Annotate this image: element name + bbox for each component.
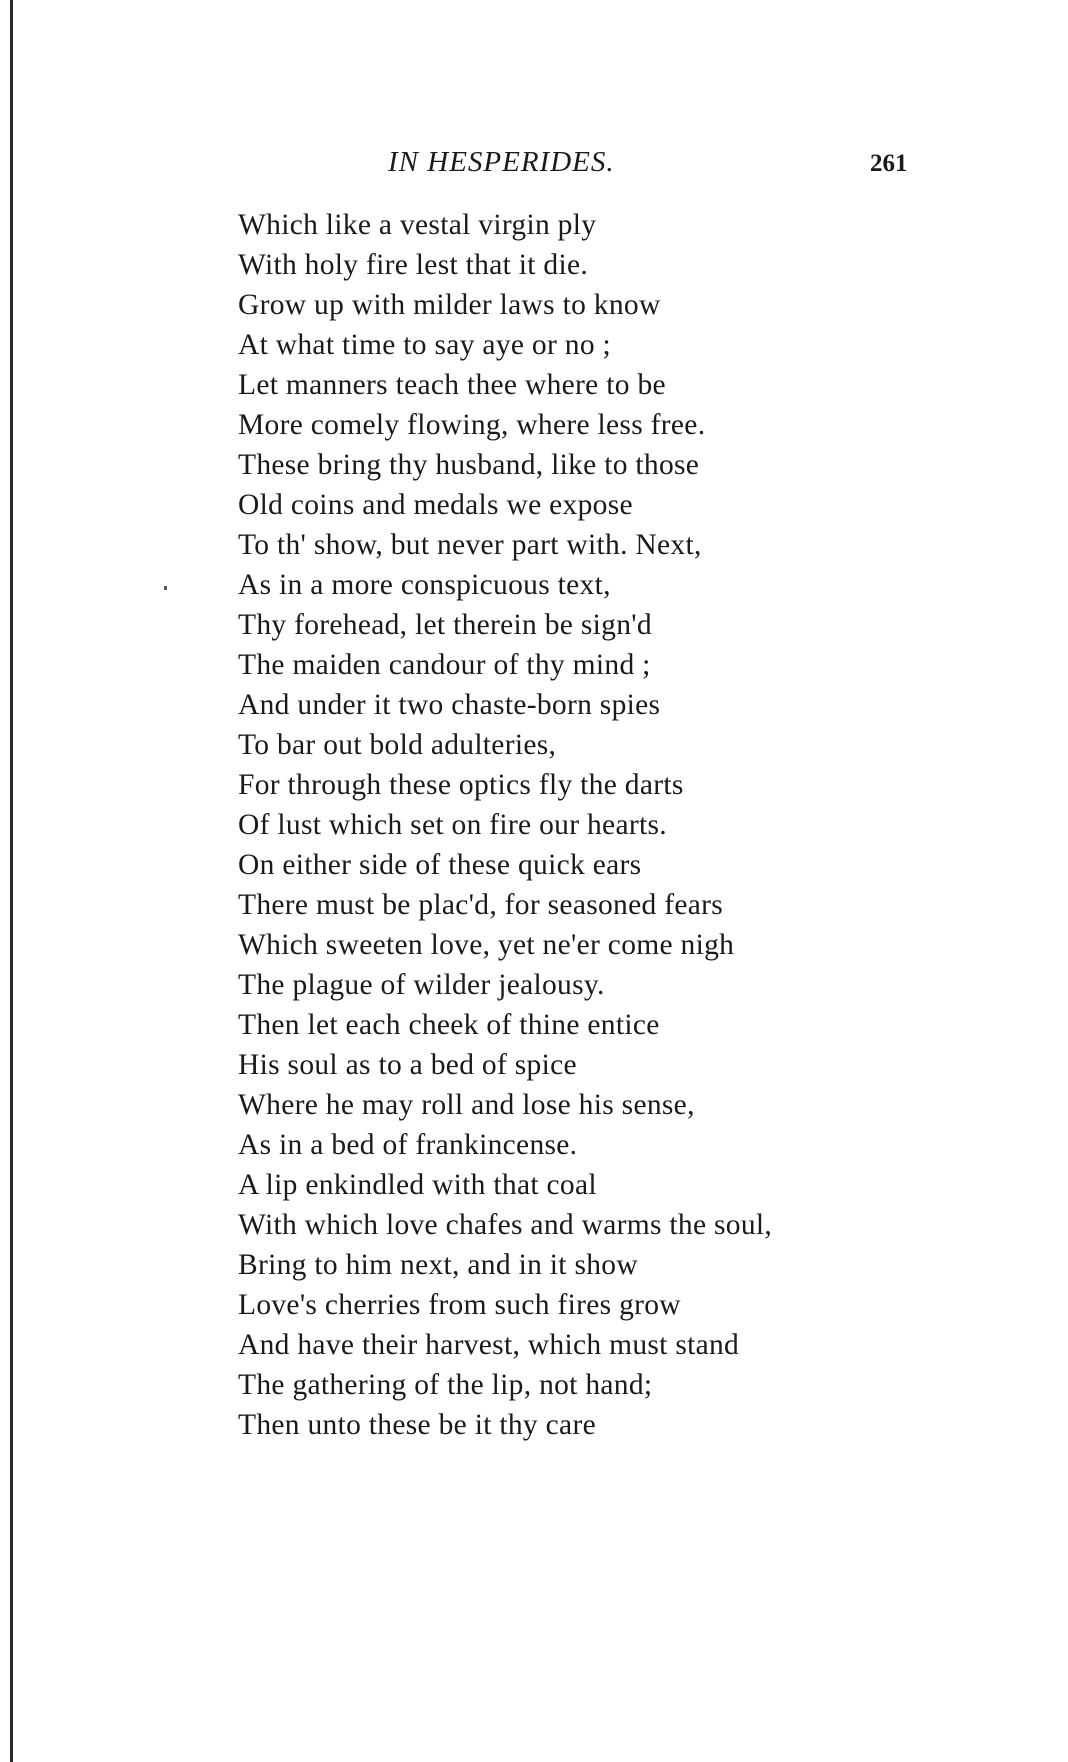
poem-line: With holy fire lest that it die. — [238, 249, 589, 281]
poem-line: On either side of these quick ears — [238, 849, 642, 881]
poem-line: The maiden candour of thy mind ; — [238, 649, 651, 681]
poem-line: As in a more conspicuous text, — [238, 569, 611, 601]
poem-line: And under it two chaste-born spies — [238, 689, 661, 721]
running-head-title: IN HESPERIDES. — [388, 146, 615, 178]
poem-line: To bar out bold adulteries, — [238, 729, 557, 761]
poem-line: A lip enkindled with that coal — [238, 1169, 597, 1201]
poem-line: As in a bed of frankincense. — [238, 1129, 578, 1161]
poem-line: The plague of wilder jealousy. — [238, 969, 605, 1001]
stray-ink-mark — [164, 586, 167, 590]
poem-line: Which sweeten love, yet ne'er come nigh — [238, 929, 735, 961]
poem-line: His soul as to a bed of spice — [238, 1049, 577, 1081]
poem-line: These bring thy husband, like to those — [238, 449, 700, 481]
poem-line: At what time to say aye or no ; — [238, 329, 612, 361]
poem-line: Then let each cheek of thine entice — [238, 1009, 660, 1041]
poem-line: Let manners teach thee where to be — [238, 369, 666, 401]
poem-line: Which like a vestal virgin ply — [238, 209, 597, 241]
poem-line: Grow up with milder laws to know — [238, 289, 661, 321]
page-number: 261 — [870, 150, 908, 177]
poem-line: Thy forehead, let therein be sign'd — [238, 609, 652, 641]
poem-line: Of lust which set on fire our hearts. — [238, 809, 667, 841]
poem-line: Old coins and medals we expose — [238, 489, 633, 521]
poem-line: Bring to him next, and in it show — [238, 1249, 638, 1281]
running-head — [0, 140, 1068, 184]
poem-line: And have their harvest, which must stand — [238, 1329, 740, 1361]
poem-line: For through these optics fly the darts — [238, 769, 684, 801]
poem-line: With which love chafes and warms the soul, — [238, 1209, 773, 1241]
poem-text — [238, 205, 772, 1445]
poem-line: To th' show, but never part with. Next, — [238, 529, 702, 561]
poem-line: More comely flowing, where less free. — [238, 409, 706, 441]
poem-line: There must be plac'd, for seasoned fears — [238, 889, 724, 921]
poem-line: Then unto these be it thy care — [238, 1409, 596, 1441]
poem-line: Love's cherries from such fires grow — [238, 1289, 681, 1321]
poem-line: The gathering of the lip, not hand; — [238, 1369, 653, 1401]
poem-line: Where he may roll and lose his sense, — [238, 1089, 695, 1121]
page-spine-edge — [10, 0, 13, 1762]
